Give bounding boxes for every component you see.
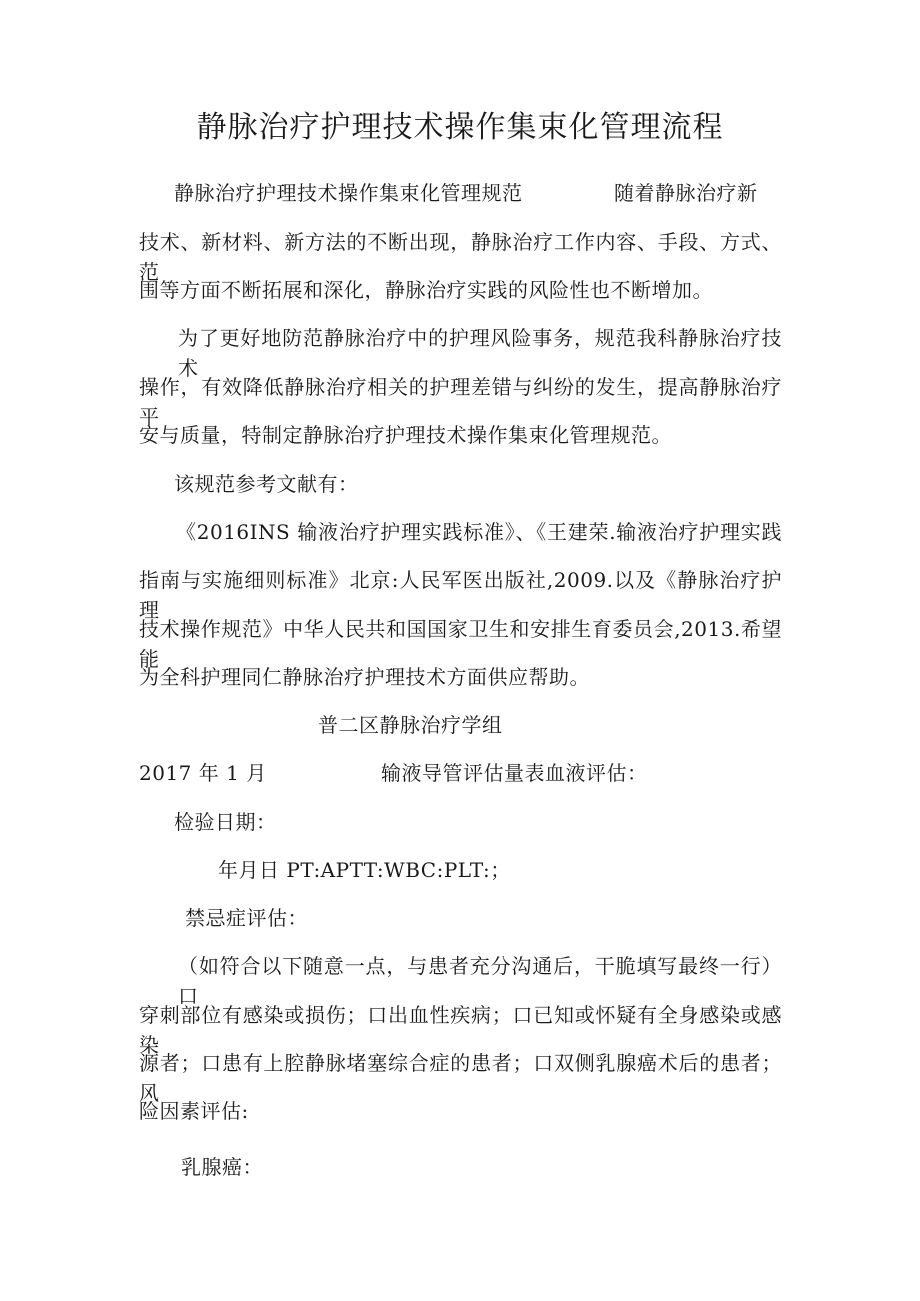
- references-line-1: 《2016INS 输液治疗护理实践标准》、《王建荣.输液治疗护理实践: [176, 520, 782, 544]
- references-line-4: 为全科护理同仁静脉治疗护理技术方面供应帮助。: [139, 665, 590, 689]
- document-date: 2017 年 1 月: [139, 761, 267, 785]
- contra-line-4: 险因素评估:: [139, 1099, 249, 1123]
- intro-heading: 静脉治疗护理技术操作集束化管理规范: [174, 181, 523, 205]
- exam-date-label: 检验日期：: [174, 810, 277, 834]
- purpose-line-1: 为了更好地防范静脉治疗中的护理风险事务，规范我科静脉治疗技术: [178, 326, 782, 380]
- intro-line-1-tail: 随着静脉治疗新: [614, 181, 758, 205]
- contra-line-1: （如符合以下随意一点，与患者充分沟通后，干脆填写最终一行）口: [178, 954, 782, 1008]
- contra-line-2: 穿刺部位有感染或损伤；口出血性疾病；口已知或怀疑有全身感染或感染: [139, 1003, 782, 1057]
- signature: 普二区静脉治疗学组: [318, 713, 503, 737]
- contra-label: 禁忌症评估：: [185, 906, 308, 930]
- scale-title: 输液导管评估量表血液评估：: [381, 761, 648, 785]
- contra-line-3: 源者；口患有上腔静脉堵塞综合症的患者；口双侧乳腺癌术后的患者；风: [139, 1051, 782, 1105]
- references-line-3: 技术操作规范》中华人民共和国国家卫生和安排生育委员会,2013.希望能: [139, 617, 782, 671]
- intro-line-3: 围等方面不断拓展和深化，静脉治疗实践的风险性也不断增加。: [139, 278, 713, 302]
- intro-line-2: 技术、新材料、新方法的不断出现，静脉治疗工作内容、手段、方式、范: [139, 230, 782, 284]
- references-label: 该规范参考文献有：: [174, 472, 359, 496]
- breast-cancer-label: 乳腺癌：: [181, 1155, 263, 1179]
- exam-fields: 年月日 PT:APTT:WBC:PLT:；: [218, 858, 511, 882]
- purpose-line-2: 操作，有效降低静脉治疗相关的护理差错与纠纷的发生，提高静脉治疗平: [139, 375, 782, 429]
- document-title: 静脉治疗护理技术操作集束化管理流程: [196, 110, 724, 145]
- references-line-2: 指南与实施细则标准》北京:人民军医出版社,2009.以及《静脉治疗护理: [139, 568, 782, 622]
- purpose-line-3: 安与质量，特制定静脉治疗护理技术操作集束化管理规范。: [139, 423, 672, 447]
